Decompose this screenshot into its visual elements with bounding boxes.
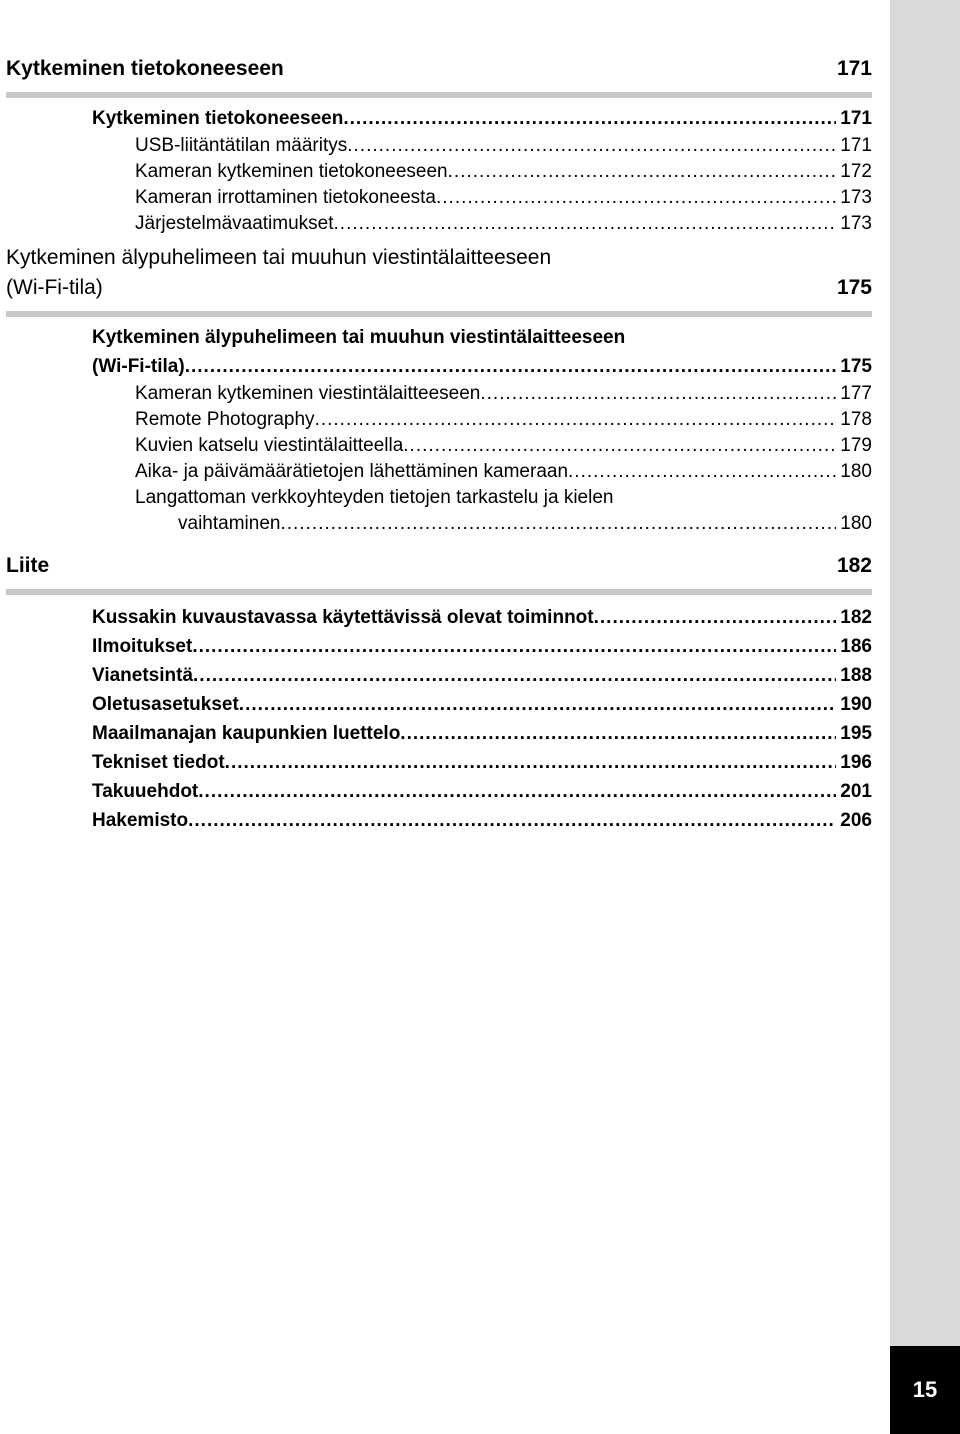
section-page[interactable]: 182 [836,554,872,577]
toc-entry-page: 196 [840,752,872,773]
toc-entry-label: Kameran kytkeminen tietokoneeseen [135,161,448,182]
toc-entry-page: 171 [840,135,872,156]
toc-entry-label: Takuuehdot [92,781,199,802]
section-title: Kytkeminen tietokoneeseen [6,57,284,80]
toc-entry[interactable] [6,690,872,719]
dot-leader [280,511,836,537]
toc-entry-label: Aika- ja päivämäärätietojen lähettäminen kameraan [135,461,569,482]
toc-entry[interactable] [6,632,872,661]
toc-entry[interactable] [6,185,872,211]
toc-entry-label: Remote Photography [135,409,315,430]
toc-entry-label: Ilmoitukset [92,636,193,657]
toc-entry-label: Hakemisto [92,810,189,831]
section-page[interactable]: 175 [836,276,872,299]
section-computer-entries [6,104,872,237]
dot-leader [347,133,836,159]
toc-entry-line1[interactable]: Kytkeminen älypuhelimeen tai muuhun viestintälaitteeseen [92,327,626,348]
toc-entry[interactable] [6,459,872,485]
dot-leader [480,381,836,407]
toc-entry[interactable] [6,211,872,237]
section-title-line1: Kytkeminen älypuhelimeen tai muuhun viestintälaitteeseen [6,246,552,269]
toc-entry-page: 178 [840,409,872,430]
toc-entry-page: 173 [840,213,872,234]
toc-entry-page: 175 [840,356,872,377]
toc-entry-label: Kameran irrottaminen tietokoneesta [135,187,436,208]
section-title-line2: (Wi-Fi-tila) [6,276,103,299]
toc-entry-label: Maailmanajan kaupunkien luettelo [92,723,401,744]
toc-entry[interactable] [6,719,872,748]
section-page[interactable]: 171 [836,57,872,80]
toc-entry-page: 177 [840,383,872,404]
dot-leader [315,407,837,433]
toc-entry-label: Kameran kytkeminen viestintälaitteeseen [135,383,481,404]
toc-entry[interactable] [6,433,872,459]
dot-leader [193,661,836,690]
toc-entry-label: Tekniset tiedot [92,752,225,773]
toc-entry[interactable] [6,159,872,185]
section-divider [6,311,872,317]
toc-entry-label: Oletusasetukset [92,694,239,715]
toc-entry-label: USB-liitäntätilan määritys [135,135,348,156]
toc-entry-label: Kussakin kuvaustavassa käytettävissä olevat toiminnot [92,607,594,628]
toc-entry[interactable] [6,352,872,381]
dot-leader [185,352,837,381]
table-of-contents [6,0,872,835]
section-appendix-entries [6,603,872,835]
toc-entry-label: Kuvien katselu viestintälaitteella [135,435,404,456]
toc-entry-page: 206 [840,810,872,831]
toc-entry[interactable] [6,133,872,159]
dot-leader [436,185,836,211]
dot-leader [594,603,837,632]
toc-entry-page: 188 [840,665,872,686]
section-appendix [6,551,872,595]
toc-entry[interactable] [6,806,872,835]
toc-entry[interactable] [6,661,872,690]
toc-entry-page: 182 [840,607,872,628]
dot-leader [448,159,837,185]
toc-entry-page: 173 [840,187,872,208]
toc-entry-label: vaihtaminen [178,513,281,534]
dot-leader [400,719,836,748]
side-margin-bar [890,0,960,1434]
toc-entry-page: 201 [840,781,872,802]
toc-entry-page: 172 [840,161,872,182]
dot-leader [403,433,836,459]
toc-entry-page: 171 [840,108,872,129]
toc-entry[interactable] [6,777,872,806]
dot-leader [343,104,836,133]
toc-entry[interactable] [6,603,872,632]
toc-entry-label: Järjestelmävaatimukset [135,213,334,234]
dot-leader [239,690,837,719]
section-title: Liite [6,554,50,577]
toc-entry-page: 180 [840,461,872,482]
dot-leader [198,777,836,806]
section-divider [6,92,872,98]
toc-entry-page: 195 [840,723,872,744]
toc-entry-page: 180 [840,513,872,534]
section-wifi-entries [6,323,872,537]
section-divider [6,589,872,595]
toc-entry-page: 186 [840,636,872,657]
dot-leader [192,632,836,661]
toc-entry-label: Kytkeminen tietokoneeseen [92,108,344,129]
toc-entry[interactable] [6,407,872,433]
section-computer [6,54,872,98]
dot-leader [188,806,836,835]
section-wifi [6,243,872,317]
toc-entry[interactable] [6,748,872,777]
toc-entry-page: 190 [840,694,872,715]
toc-entry[interactable] [6,104,872,133]
toc-entry-page: 179 [840,435,872,456]
toc-entry-line1[interactable]: Langattoman verkkoyhteyden tietojen tarkastelu ja kielen [135,487,614,508]
dot-leader [225,748,837,777]
toc-entry[interactable] [6,381,872,407]
toc-entry-label: Vianetsintä [92,665,194,686]
toc-entry[interactable] [6,511,872,537]
dot-leader [334,211,837,237]
toc-entry-label: (Wi-Fi-tila) [92,356,185,377]
page-number: 15 [890,1346,960,1434]
dot-leader [568,459,836,485]
